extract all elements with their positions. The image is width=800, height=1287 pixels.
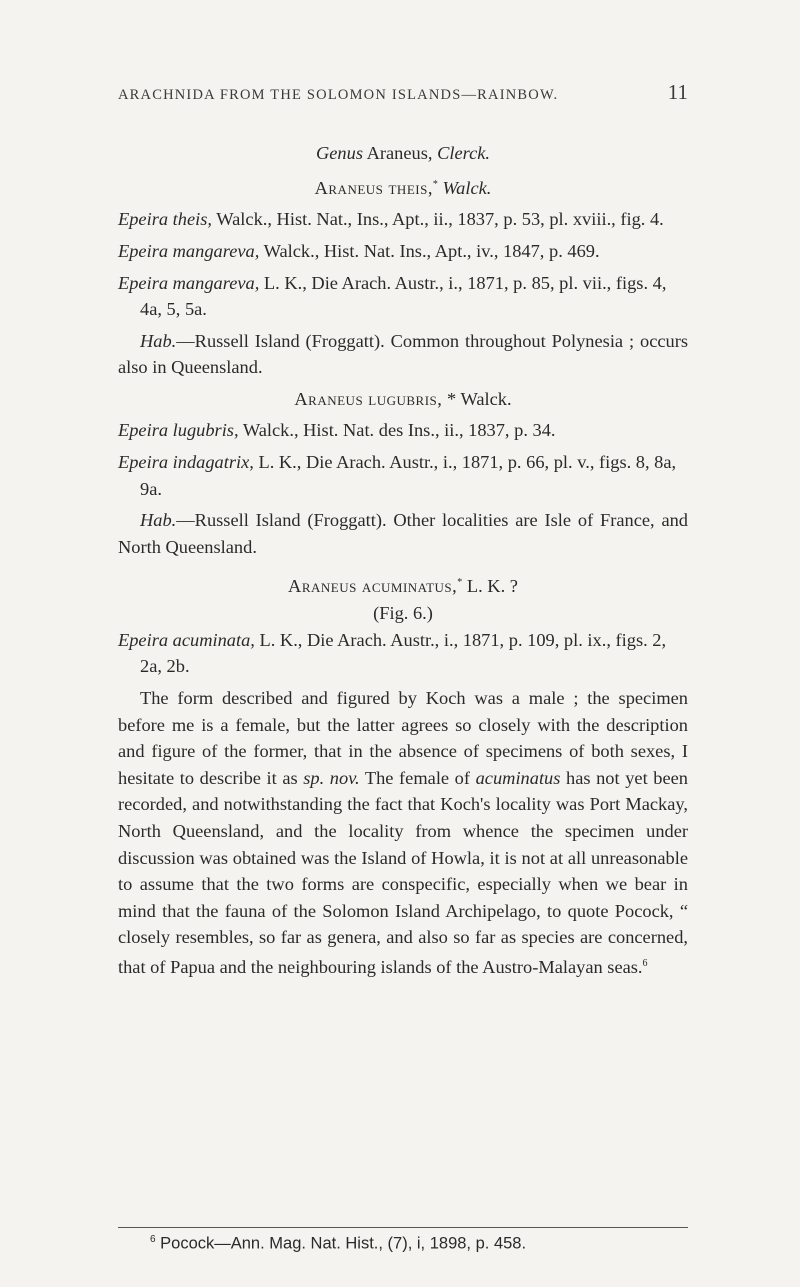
- figure-reference: (Fig. 6.): [373, 603, 433, 624]
- synonym-reference: L. K., Die Arach. Austr., i., 1871, p. 66, pl. v., figs. 8, 8a, 9a.: [140, 452, 677, 499]
- genus-author: Clerck.: [437, 143, 491, 163]
- species-author: Walck.: [460, 388, 512, 409]
- synonym-name: Epeira mangareva,: [118, 272, 260, 293]
- synonym-entry: [118, 417, 688, 444]
- running-head: [118, 80, 688, 105]
- synonym-reference: Walck., Hist. Nat. des Ins., ii., 1837, p. 34.: [238, 420, 556, 441]
- genus-heading: [118, 140, 688, 167]
- discussion-italic: acuminatus: [475, 767, 561, 788]
- species-name: Araneus acuminatus,: [288, 576, 458, 597]
- footnote-divider: [118, 1227, 688, 1228]
- synonym-entry: [118, 449, 688, 502]
- habitat-label: Hab.: [140, 510, 177, 531]
- habitat-label: Hab.: [140, 330, 177, 351]
- main-text: [118, 140, 688, 981]
- page-number: 11: [667, 80, 688, 104]
- genus-name: Araneus,: [366, 143, 433, 163]
- habitat-paragraph: [118, 328, 688, 381]
- discussion-text: has not yet been recorded, and notwithstanding the fact that Koch's locality was Port Mackay, North Queensland, and the locality from whence the specimen under discussion was obtained was the Island of Howla, it is not at all unreasonable to assume that the two forms are conspecific, especially when we bear in mind that the fauna of the Solomon Island Archipelago, to quote Pocock, “ closely resembles, so far as genera, and also so far as species are concerned, that of Papua and the neighbouring islands of the Austro-Malayan seas.: [118, 767, 688, 977]
- synonym-name: Epeira acuminata,: [118, 629, 255, 650]
- species-heading-theis: [118, 172, 688, 202]
- discussion-italic: sp. nov.: [303, 767, 360, 788]
- synonym-name: Epeira indagatrix,: [118, 452, 254, 473]
- habitat-text: —Russell Island (Froggatt). Common throughout Polynesia ; occurs also in Queensland.: [118, 330, 688, 378]
- synonym-name: Epeira mangareva,: [118, 240, 260, 261]
- discussion-text: The female of: [359, 767, 476, 788]
- genus-label: Genus: [315, 143, 363, 163]
- synonym-name: Epeira lugubris,: [118, 420, 239, 441]
- footnote-number: 6: [150, 1234, 156, 1245]
- synonym-entry: [118, 238, 688, 265]
- species-author: Walck.: [442, 177, 492, 198]
- running-head-title: ARACHNIDA FROM THE SOLOMON ISLANDS—RAINBOW.: [118, 87, 559, 103]
- habitat-paragraph: [118, 507, 688, 560]
- synonym-entry: [118, 627, 688, 680]
- footnote-mark: *: [457, 577, 463, 589]
- footnote-text: Pocock—Ann. Mag. Nat. Hist., (7), i, 1898, p. 458.: [155, 1234, 527, 1253]
- species-name: Araneus lugubris,: [294, 388, 443, 409]
- synonym-entry: [118, 270, 688, 323]
- discussion-text: The form described and figured by Koch was a male ; the specimen before me is a female, but the latter agrees so closely with the description and figure of the former, that in the absence of specimens of both sexes, I hesitate to describe it as: [118, 687, 688, 788]
- species-name: Araneus theis,: [314, 177, 433, 198]
- synonym-reference: Walck., Hist. Nat. Ins., Apt., iv., 1847, p. 469.: [259, 240, 600, 261]
- discussion-paragraph: [118, 685, 688, 981]
- footnote-ref: 6: [642, 957, 648, 969]
- footnote-mark: *: [447, 388, 457, 409]
- synonym-reference: Walck., Hist. Nat., Ins., Apt., ii., 1837, p. 53, pl. xviii., fig. 4.: [211, 209, 664, 230]
- species-heading-lugubris: [118, 386, 688, 413]
- synonym-reference: L. K., Die Arach. Austr., i., 1871, p. 109, pl. ix., figs. 2, 2a, 2b.: [140, 629, 667, 677]
- species-heading-acuminatus: [118, 570, 688, 600]
- synonym-reference: L. K., Die Arach. Austr., i., 1871, p. 85, pl. vii., figs. 4, 4a, 5, 5a.: [140, 272, 667, 320]
- habitat-text: —Russell Island (Froggatt). Other localities are Isle of France, and North Queensland.: [118, 510, 688, 557]
- synonym-entry: [118, 206, 688, 233]
- synonym-name: Epeira theis,: [118, 209, 212, 230]
- species-author: L. K. ?: [466, 576, 518, 597]
- footnote: [150, 1234, 690, 1254]
- footnote-mark: *: [432, 178, 438, 190]
